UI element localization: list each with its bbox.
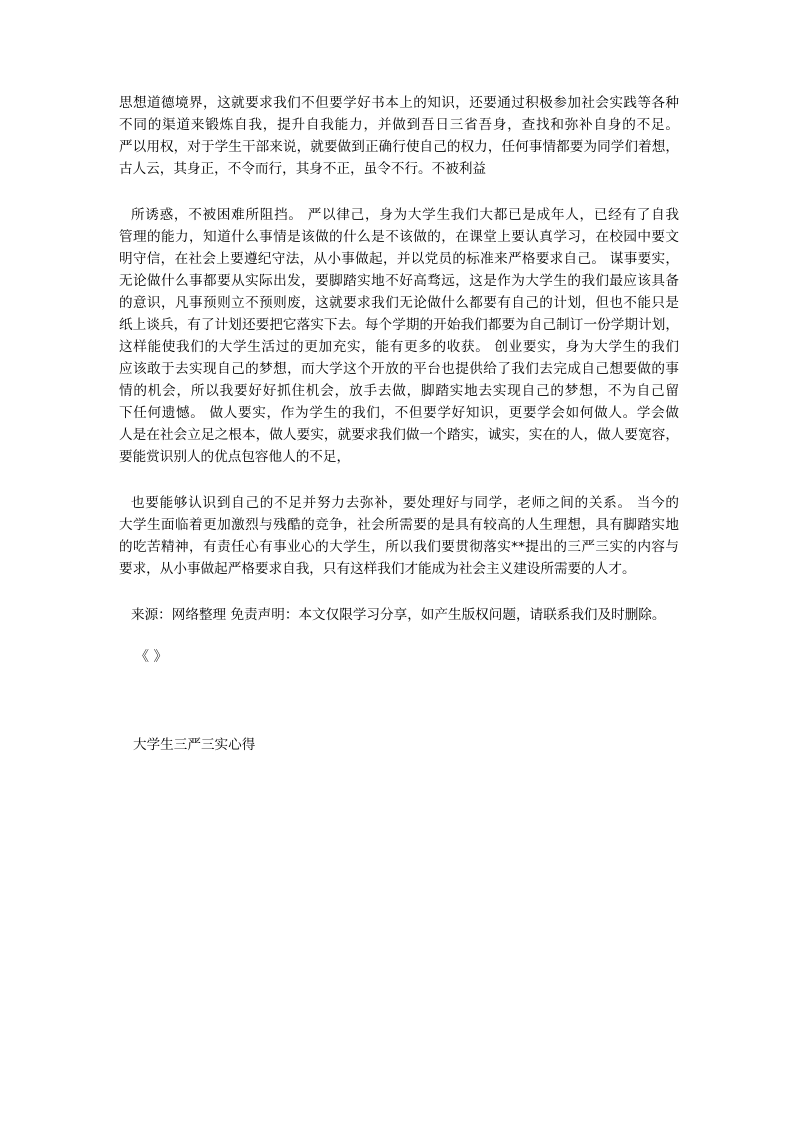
source-disclaimer: 来源：网络整理 免责声明：本文仅限学习分享，如产生版权问题，请联系我们及时删除。 xyxy=(131,607,666,623)
paragraph-2 xyxy=(119,204,679,468)
paragraph-1 xyxy=(119,92,679,180)
text-line: 无论做什么事都要从实际出发，要脚踏实地不好高骛远，这是作为大学生的我们最应该具备 xyxy=(119,273,679,289)
text-line: 所诱惑，不被困难所阻挡。 严以律己，身为大学生我们大都已是成年人，已经有了自我 xyxy=(131,207,679,223)
text-line: 人是在社会立足之根本，做人要实，就要求我们做一个踏实，诚实，实在的人，做人要宽容， xyxy=(119,427,679,443)
text-line: 明守信，在社会上要遵纪守法，从小事做起，并以党员的标准来严格要求自己。 谋事要实， xyxy=(119,251,679,267)
text-line: 的意识，凡事预则立不预则废，这就要求我们无论做什么都要有自己的计划，但也不能只是 xyxy=(119,295,679,311)
text-line: 不同的渠道来锻炼自我，提升自我能力，并做到吾日三省吾身，查找和弥补自身的不足。 xyxy=(119,117,679,133)
text-line: 也要能够认识到自己的不足并努力去弥补，要处理好与同学，老师之间的关系。 当今的 xyxy=(131,495,679,511)
text-line: 严以用权，对于学生干部来说，就要做到正确行使自己的权力，任何事情都要为同学们着想， xyxy=(119,139,679,155)
text-line: 管理的能力，知道什么事情是该做的什么是不该做的，在课堂上要认真学习，在校园中要文 xyxy=(119,229,679,245)
text-line: 要能赏识别人的优点包容他人的不足， xyxy=(119,449,351,465)
prev-next-nav[interactable]: 《 》 xyxy=(135,649,168,665)
document-page xyxy=(119,92,679,756)
text-line: 大学生面临着更加激烈与残酷的竞争，社会所需要的是具有较高的人生理想，具有脚踏实地 xyxy=(119,517,679,533)
text-line: 下任何遗憾。 做人要实，作为学生的我们，不但要学好知识，更要学会如何做人。学会做 xyxy=(119,405,679,421)
paragraph-3 xyxy=(119,492,679,580)
text-line: 的吃苦精神，有责任心有事业心的大学生，所以我们要贯彻落实**提出的三严三实的内容与 xyxy=(119,539,679,555)
text-line: 应该敢于去实现自己的梦想，而大学这个开放的平台也提供给了我们去完成自己想要做的事 xyxy=(119,361,679,377)
text-line: 这样能使我们的大学生活过的更加充实，能有更多的收获。 创业要实，身为大学生的我们 xyxy=(119,339,679,355)
text-line: 古人云，其身正，不令而行，其身不正，虽令不行。不被利益 xyxy=(119,161,487,177)
text-line: 要求，从小事做起严格要求自我，只有这样我们才能成为社会主义建设所需要的人才。 xyxy=(119,561,636,577)
text-line: 情的机会，所以我要好好抓住机会，放手去做，脚踏实地去实现自己的梦想，不为自己留 xyxy=(119,383,679,399)
text-line: 纸上谈兵，有了计划还要把它落实下去。每个学期的开始我们都要为自己制订一份学期计划， xyxy=(119,317,679,333)
document-title: 大学生三严三实心得 xyxy=(133,737,256,753)
text-line: 思想道德境界，这就要求我们不但要学好书本上的知识，还要通过积极参加社会实践等各种 xyxy=(119,95,679,111)
